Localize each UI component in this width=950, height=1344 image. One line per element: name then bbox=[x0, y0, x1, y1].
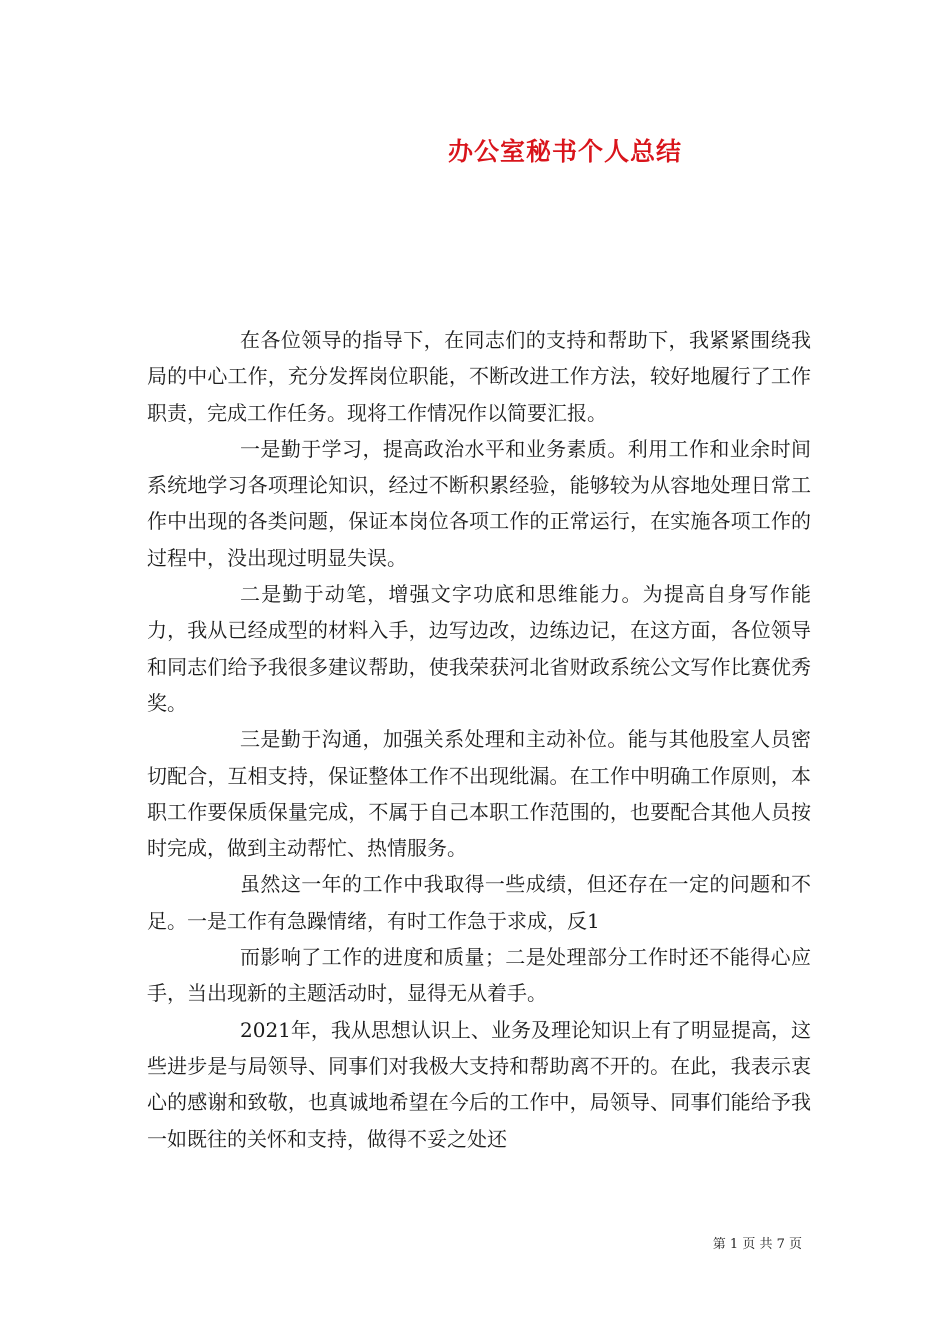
paragraph-writing: 二是勤于动笔，增强文字功底和思维能力。为提高自身写作能力，我从已经成型的材料入手，边写边改，边练边记，在这方面，各位领导和同志们给予我很多建议帮助，使我荣获河北省财政系统公文写作比赛优秀奖。 bbox=[147, 582, 811, 715]
document-body bbox=[147, 322, 811, 1157]
paragraph-shortcomings: 虽然这一年的工作中我取得一些成绩，但还存在一定的问题和不足。一是工作有急躁情绪，有时工作急于求成，反1 bbox=[147, 872, 811, 933]
paragraph-shortcomings-cont: 而影响了工作的进度和质量；二是处理部分工作时还不能得心应手，当出现新的主题活动时，显得无从着手。 bbox=[147, 945, 811, 1006]
page-number-footer: 第 1 页 共 7 页 bbox=[712, 1237, 802, 1252]
paragraph-communication: 三是勤于沟通，加强关系处理和主动补位。能与其他股室人员密切配合，互相支持，保证整体工作不出现纰漏。在工作中明确工作原则，本职工作要保质保量完成，不属于自己本职工作范围的，也要配合其他人员按时完成，做到主动帮忙、热情服务。 bbox=[147, 727, 811, 861]
document-title: 办公室秘书个人总结 bbox=[447, 137, 682, 166]
paragraph-conclusion: 2021年，我从思想认识上、业务及理论知识上有了明显提高，这些进步是与局领导、同事们对我极大支持和帮助离不开的。在此，我表示衷心的感谢和致敬，也真诚地希望在今后的工作中，局领导、同事们能给予我一如既往的关怀和支持，做得不妥之处还 bbox=[147, 1017, 811, 1151]
paragraph-intro: 在各位领导的指导下，在同志们的支持和帮助下，我紧紧围绕我局的中心工作，充分发挥岗位职能，不断改进工作方法，较好地履行了工作职责，完成工作任务。现将工作情况作以简要汇报。 bbox=[147, 328, 811, 425]
paragraph-study: 一是勤于学习，提高政治水平和业务素质。利用工作和业余时间系统地学习各项理论知识，经过不断积累经验，能够较为从容地处理日常工作中出现的各类问题，保证本岗位各项工作的正常运行，在实施各项工作的过程中，没出现过明显失误。 bbox=[147, 436, 811, 570]
